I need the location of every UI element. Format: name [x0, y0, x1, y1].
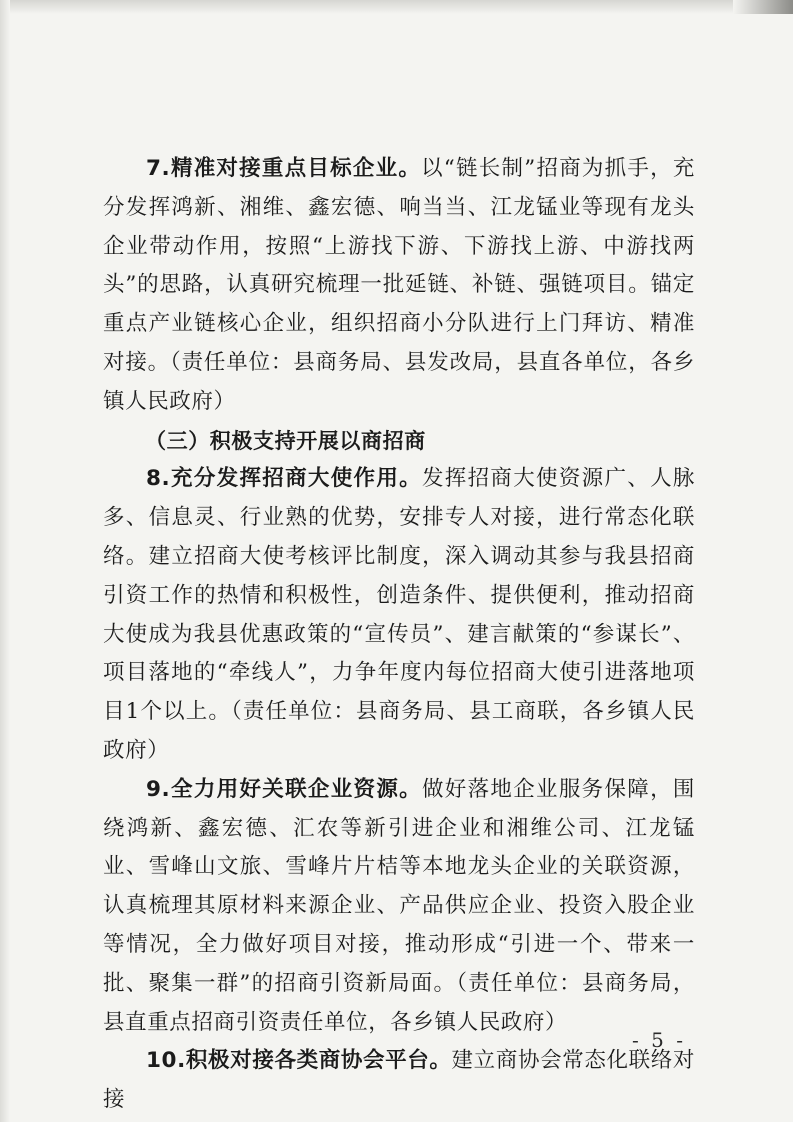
paragraph-item-8 [103, 460, 695, 770]
paragraph-item-10 [103, 1042, 695, 1120]
item-9-body: 做好落地企业服务保障，围绕鸿新、鑫宏德、汇农等新引进企业和湘维公司、江龙锰业、雪峰山文旅、雪峰片片桔等本地龙头企业的关联资源，认真梳理其原材料来源企业、产品供应企业、投资入股企业等情况，全力做好项目对接，推动形成“引进一个、带来一批、聚集一群”的招商引资新局面。（责任单位：县商务局，县直重点招商引资责任单位，各乡镇人民政府） [103, 776, 695, 1035]
paragraph-item-7 [103, 150, 695, 422]
item-9-title: 9.全力用好关联企业资源。 [146, 776, 422, 802]
scan-edge-left [0, 0, 10, 1122]
item-7-body: 以“链长制”招商为抓手，充分发挥鸿新、湘维、鑫宏德、响当当、江龙锰业等现有龙头企业带动作用，按照“上游找下游、下游找上游、中游找两头”的思路，认真研究梳理一批延链、补链、强链项目。锚定重点产业链核心企业，组织招商小分队进行上门拜访、精准对接。（责任单位：县商务局、县发改局，县直各单位，各乡镇人民政府） [103, 156, 695, 414]
section-heading-3: （三）积极支持开展以商招商 [145, 428, 426, 453]
item-8-title: 8.充分发挥招商大使作用。 [146, 466, 422, 492]
item-10-title: 10.积极对接各类商协会平台。 [146, 1048, 452, 1074]
scan-edge-top [0, 0, 793, 14]
item-8-body: 发挥招商大使资源广、人脉多、信息灵、行业熟的优势，安排专人对接，进行常态化联络。建立招商大使考核评比制度，深入调动其参与我县招商引资工作的热情和积极性，创造条件、提供便利，推动招商大使成为我县优惠政策的“宣传员”、建言献策的“参谋长”、项目落地的“牵线人”，力争年度内每位招商大使引进落地项目1个以上。（责任单位：县商务局、县工商联，各乡镇人民政府） [103, 466, 695, 763]
document-body [103, 150, 695, 1120]
paragraph-item-9 [103, 771, 695, 1043]
item-10-body: 建立商协会常态化联络对接 [103, 1048, 695, 1113]
page-number: - 5 - [632, 1028, 686, 1052]
scan-corner-shadow [733, 0, 793, 14]
item-7-title: 7.精准对接重点目标企业。 [146, 156, 422, 181]
